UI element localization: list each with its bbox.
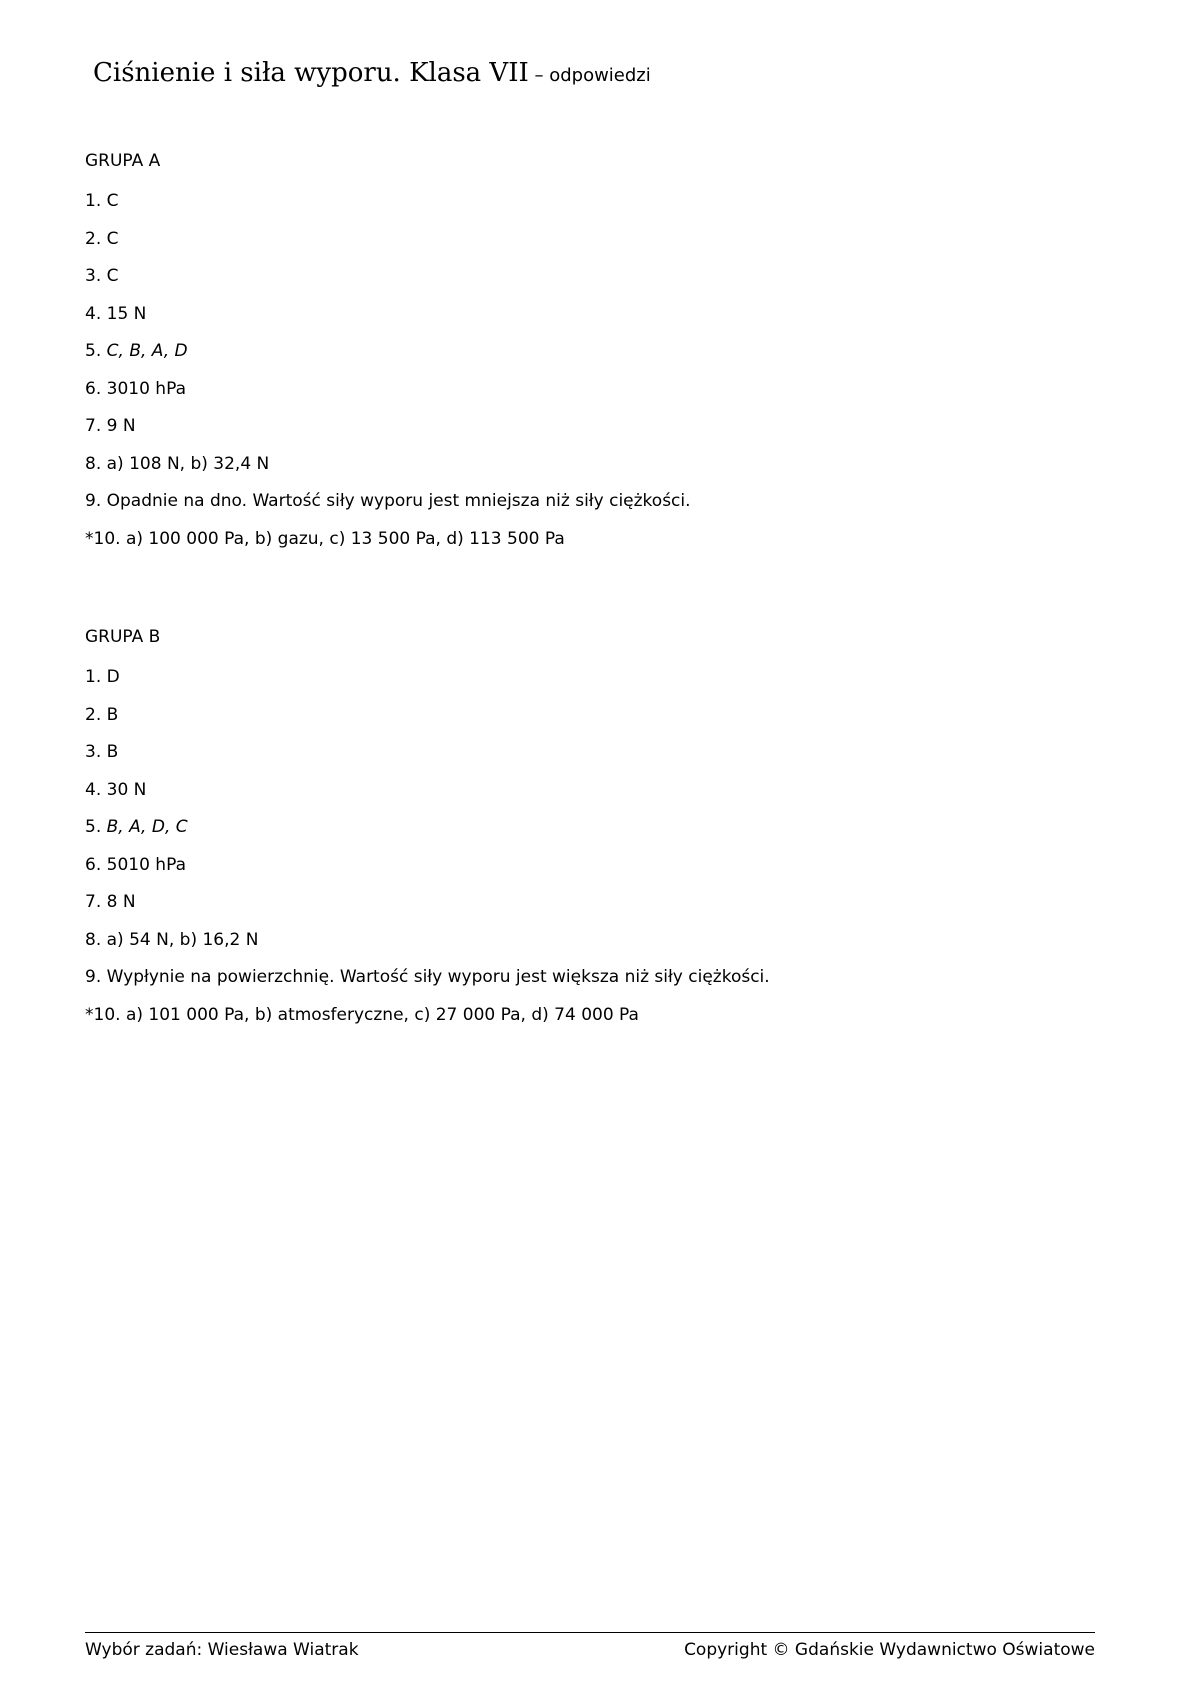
answer-text: 8 N [101, 892, 136, 912]
answer-item [85, 454, 691, 474]
answer-number: 6. [85, 854, 102, 875]
answer-item [85, 930, 770, 950]
answer-number: 8. [85, 929, 102, 950]
answer-item [85, 780, 770, 800]
answer-text: a) 100 000 Pa, b) gazu, c) 13 500 Pa, d) 113 500 Pa [120, 528, 565, 549]
answer-text: a) 108 N, b) 32,4 N [101, 453, 270, 474]
answer-text: C [101, 191, 119, 211]
answer-item [85, 379, 691, 399]
footer-author: Wybór zadań: Wiesława Wiatrak [85, 1640, 359, 1660]
group-b-section [85, 627, 770, 1042]
answer-number: 3. [85, 266, 102, 286]
answer-item [85, 266, 691, 286]
answer-number: *10. [85, 1004, 121, 1025]
answer-number: 4. [85, 779, 102, 800]
title-main: Ciśnienie i siła wyporu. Klasa VII [93, 58, 529, 88]
answer-item [85, 742, 770, 762]
answer-text: a) 54 N, b) 16,2 N [101, 929, 259, 950]
answer-number: 8. [85, 453, 102, 474]
answer-text: Opadnie na dno. Wartość siły wyporu jest mniejsza niż siły ciężkości. [101, 491, 691, 511]
answer-item [85, 967, 770, 987]
answer-number: 7. [85, 416, 102, 436]
answer-text: 9 N [101, 416, 136, 436]
answer-item [85, 491, 691, 511]
answer-item [85, 1005, 770, 1025]
answer-number: 5. [85, 341, 102, 361]
answer-text: 30 N [101, 779, 147, 800]
answer-text: B [101, 742, 119, 762]
answer-text: a) 101 000 Pa, b) atmosferyczne, c) 27 000 Pa, d) 74 000 Pa [120, 1004, 639, 1025]
answer-number: 6. [85, 378, 102, 399]
answer-number: 1. [85, 191, 102, 211]
answer-text: 15 N [101, 303, 147, 324]
group-a-heading: GRUPA A [85, 151, 161, 171]
answer-item [85, 341, 691, 361]
answer-number: *10. [85, 528, 121, 549]
answer-text: D [101, 667, 120, 687]
answer-number: 2. [85, 704, 102, 725]
answer-text: C, B, A, D [101, 341, 188, 361]
footer-copyright: Copyright © Gdańskie Wydawnictwo Oświatowe [684, 1640, 1095, 1660]
footer-divider [85, 1632, 1095, 1633]
answer-text: Wypłynie na powierzchnię. Wartość siły wyporu jest większa niż siły ciężkości. [101, 967, 770, 987]
group-a-answer-list [85, 191, 691, 549]
answer-number: 7. [85, 892, 102, 912]
answer-number: 1. [85, 667, 102, 687]
answer-number: 4. [85, 303, 102, 324]
answer-text: C [101, 228, 119, 249]
answer-item [85, 855, 770, 875]
answer-item [85, 705, 770, 725]
answer-text: C [101, 266, 119, 286]
group-b-heading: GRUPA B [85, 627, 161, 647]
answer-item [85, 529, 691, 549]
answer-item [85, 416, 691, 436]
answer-item [85, 667, 770, 687]
answer-number: 3. [85, 742, 102, 762]
answer-item [85, 304, 691, 324]
page-title [93, 58, 651, 88]
answer-item [85, 191, 691, 211]
answer-text: 3010 hPa [101, 378, 186, 399]
title-subtitle: – odpowiedzi [528, 65, 651, 86]
answer-text: B [101, 704, 119, 725]
group-a-section [85, 151, 691, 566]
answer-item [85, 817, 770, 837]
answer-item [85, 892, 770, 912]
answer-text: 5010 hPa [101, 854, 186, 875]
answer-number: 5. [85, 817, 102, 837]
group-b-answer-list [85, 667, 770, 1025]
answer-item [85, 229, 691, 249]
answer-number: 9. [85, 491, 102, 511]
answer-number: 2. [85, 228, 102, 249]
answer-number: 9. [85, 967, 102, 987]
answer-text: B, A, D, C [101, 817, 188, 837]
